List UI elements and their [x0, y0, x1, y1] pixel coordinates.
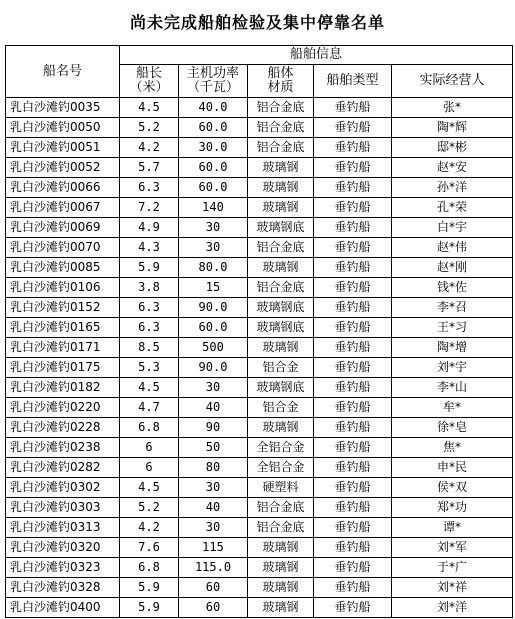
cell-material: 玻璃钢	[248, 418, 314, 438]
cell-material: 铝合金	[248, 358, 314, 378]
header-length-line1: 船长	[135, 66, 162, 81]
cell-operator: 赵*伟	[392, 238, 513, 258]
cell-power: 60.0	[179, 118, 248, 138]
cell-power: 30	[179, 378, 248, 398]
header-length-line2: （米）	[129, 80, 169, 95]
table-row	[6, 158, 513, 178]
header-vessel-type: 船舶类型	[314, 65, 392, 98]
cell-length: 4.2	[120, 518, 179, 538]
cell-operator: 刘*宇	[392, 358, 513, 378]
cell-length: 6	[120, 438, 179, 458]
cell-length: 4.3	[120, 238, 179, 258]
cell-vessel-type: 垂钓船	[314, 298, 392, 318]
cell-material: 玻璃钢底	[248, 298, 314, 318]
cell-material: 铝合金底	[248, 98, 314, 118]
cell-vessel-type: 垂钓船	[314, 498, 392, 518]
cell-power: 60	[179, 578, 248, 598]
cell-length: 5.9	[120, 578, 179, 598]
cell-vessel-type: 垂钓船	[314, 378, 392, 398]
table-row	[6, 558, 513, 578]
table-row	[6, 338, 513, 358]
table-row	[6, 438, 513, 458]
cell-power: 60.0	[179, 318, 248, 338]
table-row	[6, 478, 513, 498]
cell-operator: 陶*增	[392, 338, 513, 358]
header-length	[120, 65, 179, 98]
table-row	[6, 278, 513, 298]
table-row	[6, 98, 513, 118]
page-title: 尚未完成船舶检验及集中停靠名单	[129, 13, 385, 32]
cell-operator: 刘*洋	[392, 598, 513, 618]
cell-operator: 钱*佐	[392, 278, 513, 298]
cell-material: 玻璃钢	[248, 538, 314, 558]
cell-operator: 张*	[392, 98, 513, 118]
table-row	[6, 578, 513, 598]
cell-power: 90.0	[179, 358, 248, 378]
cell-power: 50	[179, 438, 248, 458]
cell-length: 6	[120, 458, 179, 478]
cell-vessel-name: 乳白沙滩钓0165	[6, 318, 120, 338]
cell-material: 全铝合金	[248, 458, 314, 478]
cell-material: 玻璃钢底	[248, 218, 314, 238]
cell-vessel-type: 垂钓船	[314, 558, 392, 578]
cell-material: 铝合金底	[248, 518, 314, 538]
cell-length: 4.5	[120, 478, 179, 498]
cell-length: 5.2	[120, 498, 179, 518]
cell-vessel-type: 垂钓船	[314, 218, 392, 238]
cell-length: 7.6	[120, 538, 179, 558]
cell-vessel-name: 乳白沙滩钓0228	[6, 418, 120, 438]
cell-power: 15	[179, 278, 248, 298]
cell-power: 40.0	[179, 98, 248, 118]
cell-vessel-name: 乳白沙滩钓0035	[6, 98, 120, 118]
header-material	[248, 65, 314, 98]
cell-vessel-name: 乳白沙滩钓0182	[6, 378, 120, 398]
cell-vessel-type: 垂钓船	[314, 98, 392, 118]
header-power-line1: 主机功率	[186, 66, 239, 81]
cell-length: 5.7	[120, 158, 179, 178]
header-operator: 实际经营人	[392, 65, 513, 98]
table-row	[6, 518, 513, 538]
table-row	[6, 218, 513, 238]
cell-material: 玻璃钢	[248, 578, 314, 598]
cell-operator: 刘*祥	[392, 578, 513, 598]
cell-material: 铝合金底	[248, 118, 314, 138]
table-row	[6, 418, 513, 438]
cell-vessel-name: 乳白沙滩钓0323	[6, 558, 120, 578]
table-row	[6, 598, 513, 618]
cell-length: 6.3	[120, 178, 179, 198]
header-material-line2: 材质	[267, 80, 294, 95]
cell-vessel-name: 乳白沙滩钓0085	[6, 258, 120, 278]
cell-power: 40	[179, 498, 248, 518]
table-row	[6, 178, 513, 198]
cell-power: 30.0	[179, 138, 248, 158]
header-vessel-name: 船名号	[6, 46, 120, 98]
cell-material: 铝合金底	[248, 138, 314, 158]
header-power	[179, 65, 248, 98]
cell-material: 玻璃钢	[248, 598, 314, 618]
cell-length: 5.2	[120, 118, 179, 138]
cell-power: 60.0	[179, 158, 248, 178]
cell-length: 4.2	[120, 138, 179, 158]
cell-vessel-name: 乳白沙滩钓0175	[6, 358, 120, 378]
cell-operator: 于*广	[392, 558, 513, 578]
table-row	[6, 118, 513, 138]
cell-vessel-name: 乳白沙滩钓0106	[6, 278, 120, 298]
cell-vessel-type: 垂钓船	[314, 398, 392, 418]
cell-vessel-name: 乳白沙滩钓0320	[6, 538, 120, 558]
cell-power: 60	[179, 598, 248, 618]
cell-material: 玻璃钢底	[248, 318, 314, 338]
cell-power: 80	[179, 458, 248, 478]
cell-vessel-name: 乳白沙滩钓0069	[6, 218, 120, 238]
table-row	[6, 258, 513, 278]
cell-power: 90.0	[179, 298, 248, 318]
cell-material: 玻璃钢	[248, 158, 314, 178]
cell-material: 铝合金	[248, 398, 314, 418]
cell-length: 7.2	[120, 198, 179, 218]
table-row	[6, 378, 513, 398]
cell-vessel-type: 垂钓船	[314, 158, 392, 178]
cell-material: 全铝合金	[248, 438, 314, 458]
cell-operator: 赵*刚	[392, 258, 513, 278]
cell-vessel-name: 乳白沙滩钓0313	[6, 518, 120, 538]
cell-operator: 郑*功	[392, 498, 513, 518]
cell-vessel-type: 垂钓船	[314, 178, 392, 198]
cell-operator: 刘*军	[392, 538, 513, 558]
cell-power: 115	[179, 538, 248, 558]
cell-vessel-name: 乳白沙滩钓0400	[6, 598, 120, 618]
cell-material: 玻璃钢	[248, 178, 314, 198]
cell-length: 4.5	[120, 98, 179, 118]
table-row	[6, 238, 513, 258]
cell-material: 玻璃钢	[248, 198, 314, 218]
cell-vessel-name: 乳白沙滩钓0070	[6, 238, 120, 258]
cell-power: 30	[179, 518, 248, 538]
cell-material: 玻璃钢底	[248, 378, 314, 398]
cell-operator: 焦*	[392, 438, 513, 458]
table-row	[6, 298, 513, 318]
cell-power: 60.0	[179, 178, 248, 198]
cell-vessel-type: 垂钓船	[314, 358, 392, 378]
cell-vessel-type: 垂钓船	[314, 118, 392, 138]
table-row	[6, 398, 513, 418]
cell-length: 6.8	[120, 558, 179, 578]
cell-length: 4.9	[120, 218, 179, 238]
table-row	[6, 198, 513, 218]
cell-operator: 王*习	[392, 318, 513, 338]
cell-operator: 邸*彬	[392, 138, 513, 158]
vessel-table	[5, 45, 513, 618]
table-row	[6, 138, 513, 158]
cell-vessel-type: 垂钓船	[314, 318, 392, 338]
cell-vessel-name: 乳白沙滩钓0052	[6, 158, 120, 178]
cell-material: 玻璃钢	[248, 338, 314, 358]
cell-vessel-name: 乳白沙滩钓0171	[6, 338, 120, 358]
cell-operator: 谭*	[392, 518, 513, 538]
cell-vessel-name: 乳白沙滩钓0051	[6, 138, 120, 158]
cell-vessel-name: 乳白沙滩钓0066	[6, 178, 120, 198]
cell-operator: 李*山	[392, 378, 513, 398]
cell-operator: 李*召	[392, 298, 513, 318]
cell-length: 6.3	[120, 298, 179, 318]
cell-vessel-name: 乳白沙滩钓0328	[6, 578, 120, 598]
cell-vessel-name: 乳白沙滩钓0302	[6, 478, 120, 498]
cell-vessel-name: 乳白沙滩钓0067	[6, 198, 120, 218]
cell-power: 80.0	[179, 258, 248, 278]
cell-power: 40	[179, 398, 248, 418]
cell-vessel-name: 乳白沙滩钓0282	[6, 458, 120, 478]
cell-vessel-type: 垂钓船	[314, 458, 392, 478]
cell-power: 500	[179, 338, 248, 358]
cell-power: 140	[179, 198, 248, 218]
cell-vessel-type: 垂钓船	[314, 518, 392, 538]
cell-vessel-type: 垂钓船	[314, 478, 392, 498]
cell-operator: 孔*荣	[392, 198, 513, 218]
header-material-line1: 船体	[267, 66, 294, 81]
cell-power: 115.0	[179, 558, 248, 578]
cell-power: 90	[179, 418, 248, 438]
cell-operator: 白*宇	[392, 218, 513, 238]
cell-material: 硬塑料	[248, 478, 314, 498]
cell-vessel-type: 垂钓船	[314, 338, 392, 358]
table-row	[6, 498, 513, 518]
cell-material: 玻璃钢	[248, 258, 314, 278]
cell-operator: 孙*洋	[392, 178, 513, 198]
cell-vessel-type: 垂钓船	[314, 138, 392, 158]
cell-vessel-type: 垂钓船	[314, 258, 392, 278]
table-row	[6, 538, 513, 558]
cell-length: 5.9	[120, 598, 179, 618]
cell-length: 6.8	[120, 418, 179, 438]
cell-vessel-type: 垂钓船	[314, 418, 392, 438]
cell-power: 30	[179, 238, 248, 258]
cell-length: 5.3	[120, 358, 179, 378]
cell-material: 铝合金底	[248, 238, 314, 258]
cell-operator: 侯*双	[392, 478, 513, 498]
cell-vessel-type: 垂钓船	[314, 198, 392, 218]
cell-length: 6.3	[120, 318, 179, 338]
cell-material: 铝合金底	[248, 498, 314, 518]
cell-operator: 牟*	[392, 398, 513, 418]
table-row	[6, 358, 513, 378]
table-row	[6, 458, 513, 478]
cell-vessel-type: 垂钓船	[314, 598, 392, 618]
cell-power: 30	[179, 478, 248, 498]
cell-vessel-name: 乳白沙滩钓0220	[6, 398, 120, 418]
cell-vessel-type: 垂钓船	[314, 278, 392, 298]
header-power-line2: （千瓦）	[186, 80, 239, 95]
cell-length: 4.7	[120, 398, 179, 418]
cell-vessel-name: 乳白沙滩钓0050	[6, 118, 120, 138]
table-row	[6, 318, 513, 338]
cell-length: 8.5	[120, 338, 179, 358]
cell-vessel-name: 乳白沙滩钓0238	[6, 438, 120, 458]
cell-power: 30	[179, 218, 248, 238]
cell-length: 3.8	[120, 278, 179, 298]
header-vessel-info: 船舶信息	[120, 46, 513, 65]
cell-operator: 申*民	[392, 458, 513, 478]
cell-length: 5.9	[120, 258, 179, 278]
cell-operator: 徐*皂	[392, 418, 513, 438]
cell-vessel-type: 垂钓船	[314, 538, 392, 558]
cell-vessel-name: 乳白沙滩钓0152	[6, 298, 120, 318]
cell-vessel-type: 垂钓船	[314, 238, 392, 258]
cell-length: 4.5	[120, 378, 179, 398]
cell-operator: 赵*安	[392, 158, 513, 178]
cell-operator: 陶*辉	[392, 118, 513, 138]
cell-vessel-type: 垂钓船	[314, 438, 392, 458]
cell-vessel-type: 垂钓船	[314, 578, 392, 598]
cell-material: 玻璃钢	[248, 558, 314, 578]
cell-vessel-name: 乳白沙滩钓0303	[6, 498, 120, 518]
cell-material: 铝合金底	[248, 278, 314, 298]
